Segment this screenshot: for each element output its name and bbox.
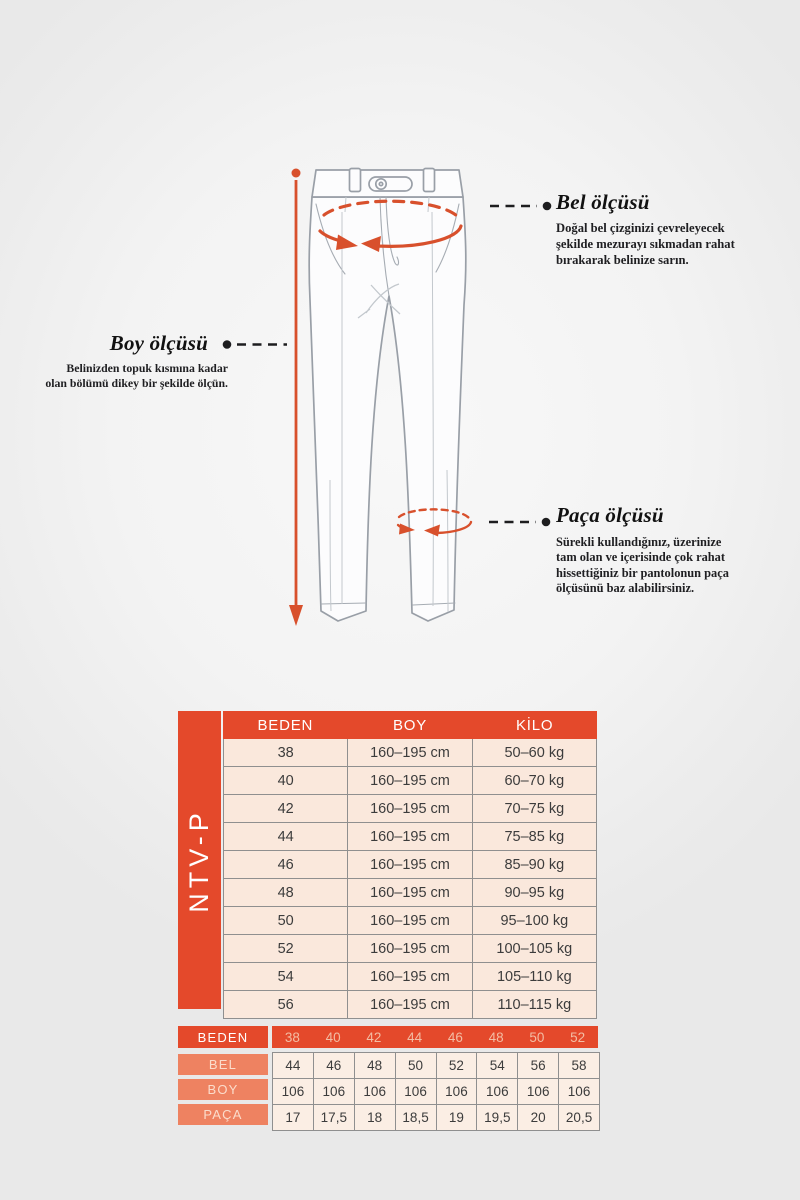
height-cell: 160–195 cm	[347, 767, 471, 794]
size-cell: 48	[277, 884, 294, 901]
length-value-cell: 106	[395, 1079, 436, 1104]
fit-row-label-boy: BOY	[178, 1079, 268, 1100]
hem-annotation-title: Paça ölçüsü	[556, 503, 664, 527]
fit-size-cell: 52	[570, 1029, 586, 1045]
size-table	[223, 711, 597, 1019]
hem-value-cell: 19,5	[476, 1105, 517, 1130]
height-cell: 160–195 cm	[347, 935, 471, 962]
hem-value-cell: 20	[517, 1105, 558, 1130]
fit-row-paca	[273, 1104, 599, 1130]
annotation-line: Sürekli kullandığınız, üzerinize	[556, 535, 722, 549]
waist-value-cell: 58	[558, 1053, 599, 1078]
waist-value-cell: 52	[436, 1053, 477, 1078]
waist-annotation-title: Bel ölçüsü	[556, 190, 650, 214]
annotation-line: tam olan ve içerisinde çok rahat	[556, 550, 725, 565]
waist-value-cell: 50	[395, 1053, 436, 1078]
fit-row-boy	[273, 1078, 599, 1104]
hem-value-cell: 17	[285, 1110, 301, 1125]
length-measure-line	[289, 169, 303, 627]
annotation-line: olan bölümü dikey bir şekilde ölçün.	[45, 375, 228, 390]
fit-size-cell: 40	[325, 1029, 341, 1045]
fit-size-cell: 42	[366, 1029, 382, 1045]
table-row	[224, 906, 596, 934]
length-value-cell: 106	[281, 1084, 305, 1099]
table-row	[224, 766, 596, 794]
hem-value-cell: 19	[436, 1105, 477, 1130]
belt-loop-left	[350, 169, 361, 192]
waist-annotation	[556, 190, 756, 268]
annotation-line: ölçüsünü baz alabilirsiniz.	[556, 580, 695, 595]
size-cell: 44	[277, 828, 294, 845]
table-row	[224, 990, 596, 1018]
fit-row-label-bel: BEL	[178, 1054, 268, 1075]
hem-value-cell: 18	[354, 1105, 395, 1130]
table-row	[224, 794, 596, 822]
length-annotation	[16, 331, 228, 390]
weight-cell: 105–110 kg	[472, 963, 596, 990]
length-value-cell: 106	[476, 1079, 517, 1104]
table-row	[224, 934, 596, 962]
fit-size-cell: 46	[447, 1029, 463, 1045]
table-row	[224, 850, 596, 878]
size-cell: 54	[277, 968, 294, 985]
weight-cell: 100–105 kg	[472, 935, 596, 962]
fit-table-size-row	[272, 1026, 598, 1048]
height-cell: 160–195 cm	[347, 879, 471, 906]
height-cell: 160–195 cm	[347, 963, 471, 990]
weight-cell: 95–100 kg	[472, 907, 596, 934]
waist-value-cell: 48	[354, 1053, 395, 1078]
height-cell: 160–195 cm	[347, 823, 471, 850]
length-annotation-body	[16, 361, 228, 390]
height-cell: 160–195 cm	[347, 739, 471, 766]
annotation-line: şekilde mezurayı sıkmadan rahat	[556, 237, 735, 251]
hem-value-cell: 17,5	[313, 1105, 354, 1130]
weight-cell: 60–70 kg	[472, 767, 596, 794]
table-row	[224, 739, 596, 766]
length-value-cell: 106	[517, 1079, 558, 1104]
table-row	[224, 878, 596, 906]
waist-value-cell: 44	[285, 1058, 301, 1073]
length-value-cell: 106	[354, 1079, 395, 1104]
column-header-kilo: KİLO	[515, 716, 554, 734]
height-cell: 160–195 cm	[347, 991, 471, 1018]
annotation-line: bırakarak belinize sarın.	[556, 253, 689, 267]
fit-size-cell: 44	[407, 1029, 423, 1045]
annotation-line: Doğal bel çizginizi çevreleyecek	[556, 221, 725, 235]
size-table-header	[223, 711, 597, 739]
waist-annotation-body	[556, 220, 756, 268]
height-cell: 160–195 cm	[347, 907, 471, 934]
waist-value-cell: 46	[313, 1053, 354, 1078]
weight-cell: 110–115 kg	[472, 991, 596, 1018]
annotation-line: Belinizden topuk kısmına kadar	[66, 361, 228, 375]
size-cell: 38	[277, 744, 294, 761]
hem-value-cell: 18,5	[395, 1105, 436, 1130]
hem-annotation	[556, 503, 761, 596]
size-cell: 56	[277, 996, 294, 1013]
column-header-boy: BOY	[392, 716, 428, 734]
product-code-label: NTV-P	[184, 807, 215, 913]
weight-cell: 90–95 kg	[472, 879, 596, 906]
product-code-strip	[178, 711, 221, 1009]
size-cell: 40	[277, 772, 294, 789]
fit-size-cell: 38	[284, 1029, 300, 1045]
fit-row-label-beden: BEDEN	[178, 1026, 268, 1048]
waist-value-cell: 56	[517, 1053, 558, 1078]
waist-button	[376, 179, 386, 189]
hem-annotation-body	[556, 535, 761, 596]
column-header-beden: BEDEN	[257, 716, 314, 734]
fit-table-grid	[272, 1052, 600, 1131]
length-arrowhead	[289, 605, 303, 626]
fit-row-bel	[273, 1053, 599, 1078]
size-cell: 46	[277, 856, 294, 873]
paca-connector-dot	[542, 518, 551, 527]
size-cell: 42	[277, 800, 294, 817]
length-dot	[292, 169, 301, 178]
hem-value-cell: 20,5	[558, 1105, 599, 1130]
length-value-cell: 106	[313, 1079, 354, 1104]
weight-cell: 75–85 kg	[472, 823, 596, 850]
fit-size-cell: 50	[529, 1029, 545, 1045]
height-cell: 160–195 cm	[347, 795, 471, 822]
table-row	[224, 822, 596, 850]
size-cell: 52	[277, 940, 294, 957]
fit-row-label-paca: PAÇA	[178, 1104, 268, 1125]
belt-loop-right	[424, 169, 435, 192]
fit-size-cell: 48	[488, 1029, 504, 1045]
length-annotation-title: Boy ölçüsü	[109, 331, 208, 355]
annotation-line: hissettiğiniz bir pantolonun paça	[556, 565, 729, 580]
bel-connector-dot	[543, 202, 552, 211]
size-table-body	[223, 739, 597, 1019]
table-row	[224, 962, 596, 990]
waist-value-cell: 54	[476, 1053, 517, 1078]
length-value-cell: 106	[436, 1079, 477, 1104]
weight-cell: 70–75 kg	[472, 795, 596, 822]
length-value-cell: 106	[558, 1079, 599, 1104]
weight-cell: 50–60 kg	[472, 739, 596, 766]
weight-cell: 85–90 kg	[472, 851, 596, 878]
height-cell: 160–195 cm	[347, 851, 471, 878]
pants-outline-group	[309, 169, 466, 622]
size-cell: 50	[277, 912, 294, 929]
